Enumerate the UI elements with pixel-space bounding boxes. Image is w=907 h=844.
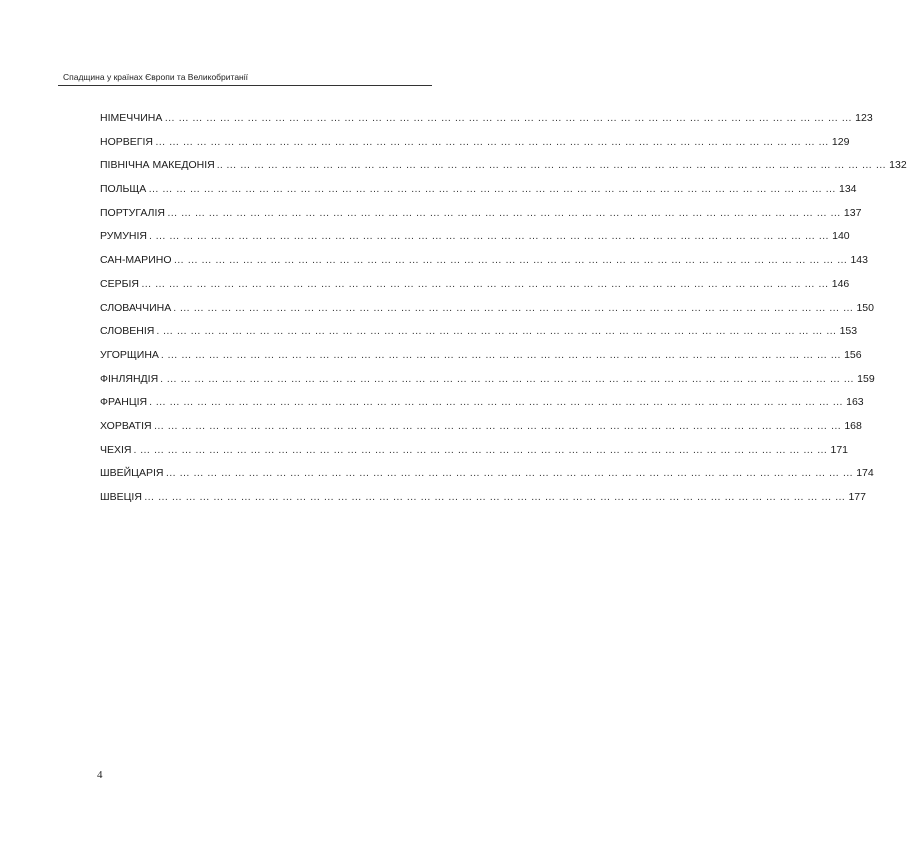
toc-entry-page: 156: [844, 348, 862, 361]
toc-entry: [100, 253, 868, 277]
toc-entry-label: ЧЕХІЯ: [100, 443, 132, 456]
toc-entry: [100, 395, 864, 419]
toc-entry-page: 153: [839, 325, 858, 338]
toc-entry-page: 123: [855, 112, 873, 124]
toc-entry-leader: … … … … … … … … … … … … … … … … … … … … … … … … … … … … … … … … … … … … … … … … … … … … … … … … …: [173, 254, 848, 267]
table-of-contents: [100, 111, 907, 514]
toc-entry-leader: . … … … … … … … … … … … … … … … … … … … … … … … … … … … … … … … … … … … … … … … … … … … … … … … … … …: [160, 372, 855, 385]
toc-entry-page: 163: [846, 396, 864, 409]
toc-entry-leader: . … … … … … … … … … … … … … … … … … … … … … … … … … … … … … … … … … … … … … … … … … … … … … … … … …: [160, 348, 842, 361]
toc-entry-page: 129: [831, 135, 850, 148]
toc-entry-leader: . … … … … … … … … … … … … … … … … … … … … … … … … … … … … … … … … … … … … … … … … … … … … … … … … …: [156, 325, 837, 338]
toc-entry: [100, 301, 874, 325]
toc-entry: [100, 182, 857, 206]
toc-entry-label: ПОРТУГАЛІЯ: [100, 206, 165, 219]
toc-entry-page: 174: [856, 467, 874, 480]
toc-entry-leader: … … … … … … … … … … … … … … … … … … … … … … … … … … … … … … … … … … … … … … … … … … … … … … … … … … …: [143, 491, 846, 503]
running-header-title: Спадщина у країнах Європи та Великобританії: [63, 72, 248, 82]
toc-entry-label: ФРАНЦІЯ: [100, 396, 148, 409]
toc-entry-page: 168: [844, 419, 862, 432]
toc-entry-label: ПІВНІЧНА МАКЕДОНІЯ: [100, 159, 215, 172]
toc-entry: [100, 419, 862, 443]
toc-entry-page: 134: [838, 183, 857, 196]
toc-entry: [100, 372, 875, 396]
toc-entry-label: СЛОВЕНІЯ: [100, 325, 155, 338]
toc-entry: [100, 443, 849, 467]
toc-entry-label: СЛОВАЧЧИНА: [100, 301, 172, 314]
toc-entry-leader: . … … … … … … … … … … … … … … … … … … … … … … … … … … … … … … … … … … … … … … … … … … … … … … … … … …: [149, 396, 844, 409]
header-rule: [58, 85, 432, 86]
toc-entry-leader: … … … … … … … … … … … … … … … … … … … … … … … … … … … … … … … … … … … … … … … … … … … … … … … … …: [154, 135, 829, 148]
toc-entry-leader: … … … … … … … … … … … … … … … … … … … … … … … … … … … … … … … … … … … … … … … … … … … … … … … … … …: [164, 112, 853, 124]
toc-entry: [100, 348, 862, 372]
toc-entry-page: 140: [832, 230, 850, 243]
toc-entry-leader: . … … … … … … … … … … … … … … … … … … … … … … … … … … … … … … … … … … … … … … … … … … … … … … … … …: [173, 301, 854, 314]
toc-entry: [100, 158, 907, 182]
toc-entry-label: ФІНЛЯНДІЯ: [100, 372, 159, 385]
toc-entry-leader: … … … … … … … … … … … … … … … … … … … … … … … … … … … … … … … … … … … … … … … … … … … … … … … … … …: [140, 277, 829, 290]
toc-entry-page: 132: [889, 159, 907, 172]
toc-entry-label: САН-МАРИНО: [100, 254, 172, 267]
toc-entry-label: ХОРВАТІЯ: [100, 419, 152, 432]
toc-entry-label: УГОРЩИНА: [100, 348, 159, 361]
toc-entry-label: НОРВЕГІЯ: [100, 135, 153, 148]
toc-entry-leader: … … … … … … … … … … … … … … … … … … … … … … … … … … … … … … … … … … … … … … … … … … … … … … … … … …: [148, 183, 836, 196]
toc-entry-label: НІМЕЧЧИНА: [100, 112, 163, 124]
toc-entry-leader: … … … … … … … … … … … … … … … … … … … … … … … … … … … … … … … … … … … … … … … … … … … … … … … … … …: [165, 467, 854, 480]
toc-entry: [100, 466, 874, 490]
toc-entry-label: РУМУНІЯ: [100, 230, 147, 243]
toc-entry: [100, 229, 850, 253]
toc-entry-page: 137: [843, 206, 862, 219]
toc-entry-leader: … … … … … … … … … … … … … … … … … … … … … … … … … … … … … … … … … … … … … … … … … … … … … … … … … …: [153, 419, 842, 432]
toc-entry-page: 150: [856, 301, 874, 314]
toc-entry-leader: . … … … … … … … … … … … … … … … … … … … … … … … … … … … … … … … … … … … … … … … … … … … … … … … … …: [148, 230, 830, 243]
toc-entry: [100, 135, 850, 159]
toc-entry-leader: … … … … … … … … … … … … … … … … … … … … … … … … … … … … … … … … … … … … … … … … … … … … … … … … …: [166, 206, 841, 219]
toc-entry-leader: . … … … … … … … … … … … … … … … … … … … … … … … … … … … … … … … … … … … … … … … … … … … … … … … … … …: [133, 443, 828, 456]
toc-entry: [100, 206, 862, 230]
toc-entry-label: ШВЕЦІЯ: [100, 491, 142, 503]
toc-entry-label: СЕРБІЯ: [100, 277, 139, 290]
toc-entry: [100, 111, 873, 135]
toc-entry: [100, 324, 858, 348]
toc-entry: [100, 277, 850, 301]
toc-entry-page: 159: [857, 372, 875, 385]
page-number: 4: [97, 769, 103, 781]
toc-entry-page: 146: [831, 277, 850, 290]
toc-entry-label: ПОЛЬЩА: [100, 183, 147, 196]
toc-entry-label: ШВЕЙЦАРІЯ: [100, 467, 164, 480]
toc-entry-page: 171: [830, 443, 849, 456]
toc-entry-page: 143: [850, 254, 868, 267]
toc-entry-leader: .. … … … … … … … … … … … … … … … … … … … … … … … … … … … … … … … … … … … … … … … … … … … … … … … …: [216, 159, 887, 172]
toc-entry-page: 177: [848, 491, 866, 503]
toc-entry: [100, 490, 866, 514]
